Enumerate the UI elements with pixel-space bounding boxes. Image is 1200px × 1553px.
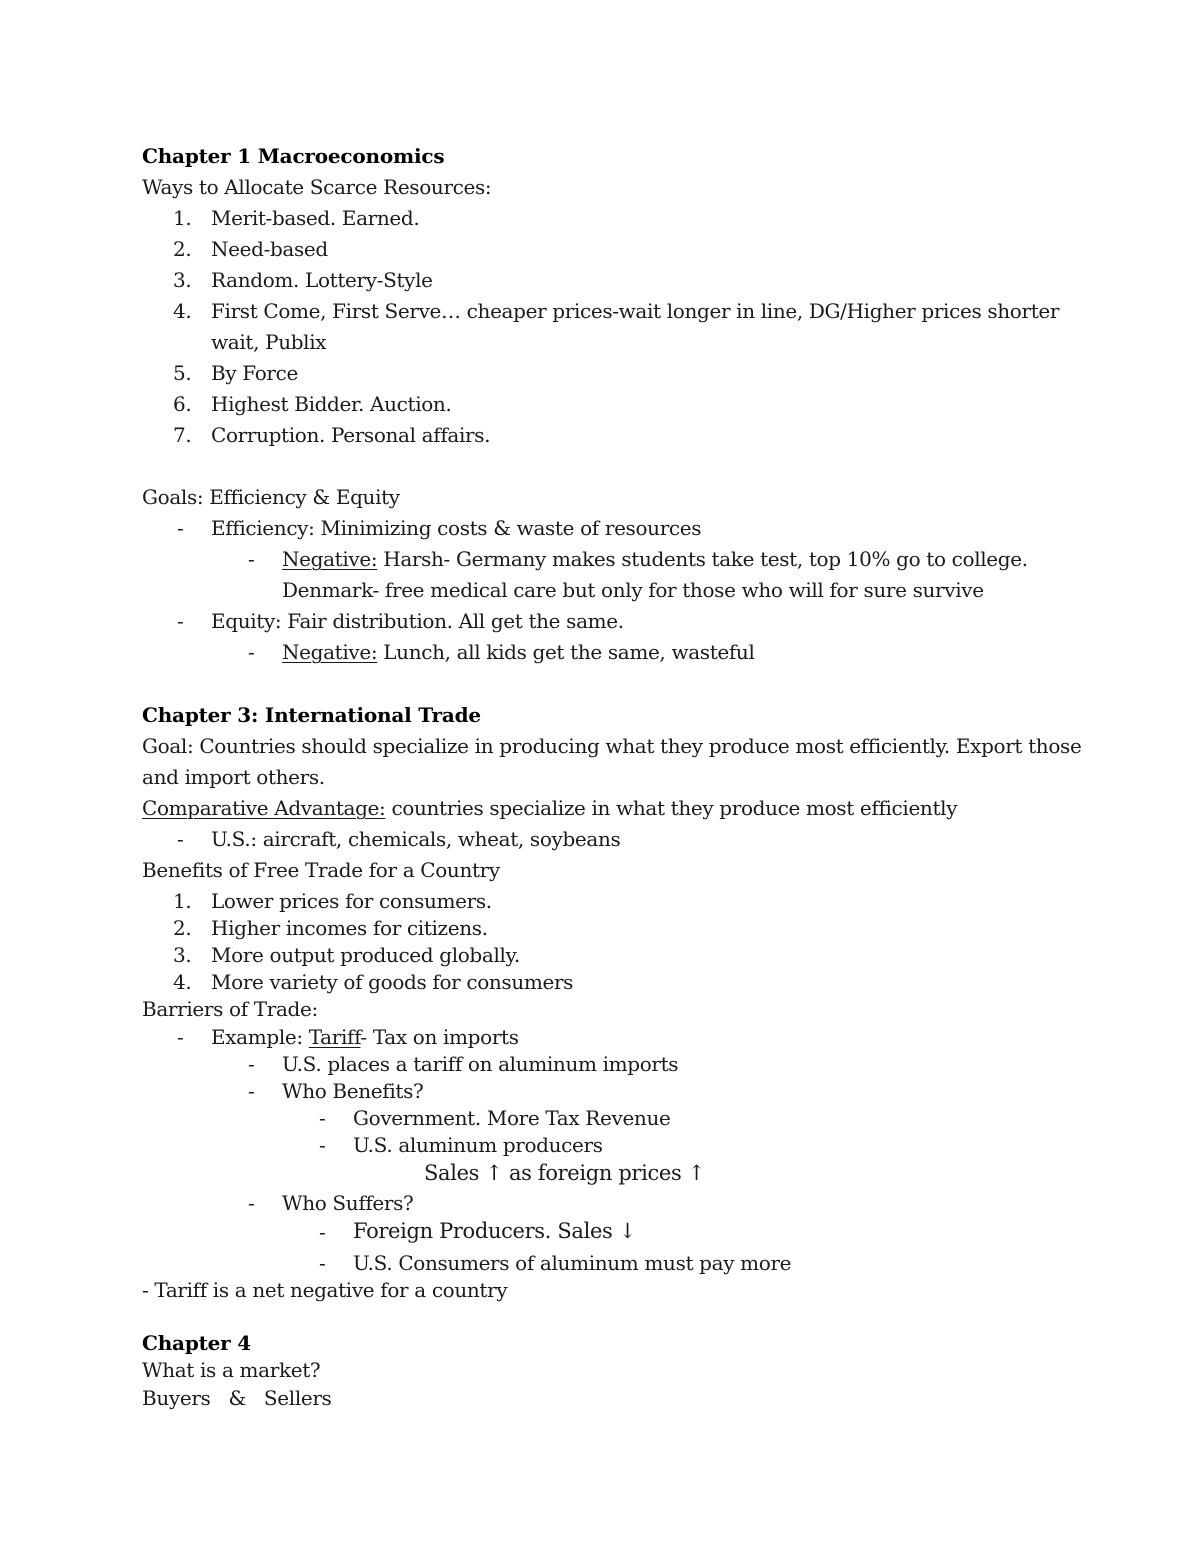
chapter-3-title: Chapter 3: International Trade bbox=[142, 703, 481, 727]
dash-bullet: - bbox=[319, 1106, 326, 1130]
comparative-advantage bbox=[142, 796, 957, 820]
negative-text: Harsh- Germany makes students take test, top 10% go to college. bbox=[377, 547, 1028, 571]
efficiency-negative-continuation: Denmark- free medical care but only for those who will for sure survive bbox=[282, 578, 984, 602]
dash-bullet: - bbox=[248, 547, 255, 571]
chapter-1-title: Chapter 1 Macroeconomics bbox=[142, 144, 445, 168]
list-item: More output produced globally. bbox=[211, 943, 520, 967]
list-number: 4. bbox=[173, 299, 192, 323]
barriers-heading: Barriers of Trade: bbox=[142, 997, 318, 1021]
list-number: 3. bbox=[173, 268, 192, 292]
list-number: 1. bbox=[173, 206, 192, 230]
list-number: 7. bbox=[173, 423, 192, 447]
negative-label: Negative: bbox=[282, 547, 378, 571]
us-producers-benefit: U.S. aluminum producers bbox=[353, 1133, 603, 1157]
tariff-term: Tariff bbox=[308, 1025, 361, 1049]
list-number: 6. bbox=[173, 392, 192, 416]
dash-bullet: - bbox=[319, 1251, 326, 1275]
dash-bullet: - bbox=[177, 827, 184, 851]
comparative-advantage-label: Comparative Advantage: bbox=[142, 796, 386, 820]
equity-item: Equity: Fair distribution. All get the same. bbox=[211, 609, 624, 633]
list-item: Highest Bidder. Auction. bbox=[211, 392, 452, 416]
dash-bullet: - bbox=[177, 609, 184, 633]
dash-bullet: - bbox=[319, 1133, 326, 1157]
negative-text: Lunch, all kids get the same, wasteful bbox=[377, 640, 755, 664]
who-suffers: Who Suffers? bbox=[282, 1191, 414, 1215]
list-number: 3. bbox=[173, 943, 192, 967]
dash-bullet: - bbox=[177, 516, 184, 540]
dash-bullet: - bbox=[177, 1025, 184, 1049]
dash-bullet: - bbox=[248, 1191, 255, 1215]
list-item: Need-based bbox=[211, 237, 328, 261]
efficiency-negative bbox=[282, 547, 1028, 571]
efficiency-item: Efficiency: Minimizing costs & waste of resources bbox=[211, 516, 702, 540]
goals-heading: Goals: Efficiency & Equity bbox=[142, 485, 400, 509]
list-item: First Come, First Serve… cheaper prices-wait longer in line, DG/Higher prices shorter bbox=[211, 299, 1060, 323]
dash-bullet: - bbox=[248, 640, 255, 664]
sales-up-note: Sales ↑ as foreign prices ↑ bbox=[424, 1161, 705, 1185]
list-item-continuation: wait, Publix bbox=[211, 330, 327, 354]
list-item: More variety of goods for consumers bbox=[211, 970, 574, 994]
chapter-4-title: Chapter 4 bbox=[142, 1331, 251, 1355]
comparative-advantage-text: countries specialize in what they produce most efficiently bbox=[385, 796, 958, 820]
dash-bullet: - bbox=[248, 1079, 255, 1103]
list-item: By Force bbox=[211, 361, 298, 385]
list-number: 2. bbox=[173, 237, 192, 261]
us-consumers-suffer: U.S. Consumers of aluminum must pay more bbox=[353, 1251, 792, 1275]
example-suffix: - Tax on imports bbox=[360, 1025, 519, 1049]
ways-heading: Ways to Allocate Scarce Resources: bbox=[142, 175, 492, 199]
list-number: 4. bbox=[173, 970, 192, 994]
foreign-producers-suffer: Foreign Producers. Sales ↓ bbox=[353, 1219, 637, 1243]
buyers-sellers: Buyers & Sellers bbox=[142, 1386, 332, 1410]
negative-label: Negative: bbox=[282, 640, 378, 664]
tariff-example bbox=[211, 1025, 519, 1049]
list-item: Corruption. Personal affairs. bbox=[211, 423, 491, 447]
us-exports: U.S.: aircraft, chemicals, wheat, soybeans bbox=[211, 827, 621, 851]
government-benefit: Government. More Tax Revenue bbox=[353, 1106, 671, 1130]
list-item: Lower prices for consumers. bbox=[211, 889, 492, 913]
goal-line: Goal: Countries should specialize in producing what they produce most efficiently. Export those bbox=[142, 734, 1082, 758]
list-item: Higher incomes for citizens. bbox=[211, 916, 488, 940]
example-prefix: Example: bbox=[211, 1025, 309, 1049]
tariff-net-negative: - Tariff is a net negative for a country bbox=[142, 1278, 508, 1302]
market-question: What is a market? bbox=[142, 1358, 321, 1382]
list-number: 1. bbox=[173, 889, 192, 913]
list-item: Merit-based. Earned. bbox=[211, 206, 420, 230]
us-tariff: U.S. places a tariff on aluminum imports bbox=[282, 1052, 679, 1076]
dash-bullet: - bbox=[319, 1220, 326, 1244]
list-number: 5. bbox=[173, 361, 192, 385]
benefits-heading: Benefits of Free Trade for a Country bbox=[142, 858, 500, 882]
goal-line-continuation: and import others. bbox=[142, 765, 325, 789]
who-benefits: Who Benefits? bbox=[282, 1079, 424, 1103]
equity-negative bbox=[282, 640, 755, 664]
list-item: Random. Lottery-Style bbox=[211, 268, 433, 292]
dash-bullet: - bbox=[248, 1052, 255, 1076]
list-number: 2. bbox=[173, 916, 192, 940]
